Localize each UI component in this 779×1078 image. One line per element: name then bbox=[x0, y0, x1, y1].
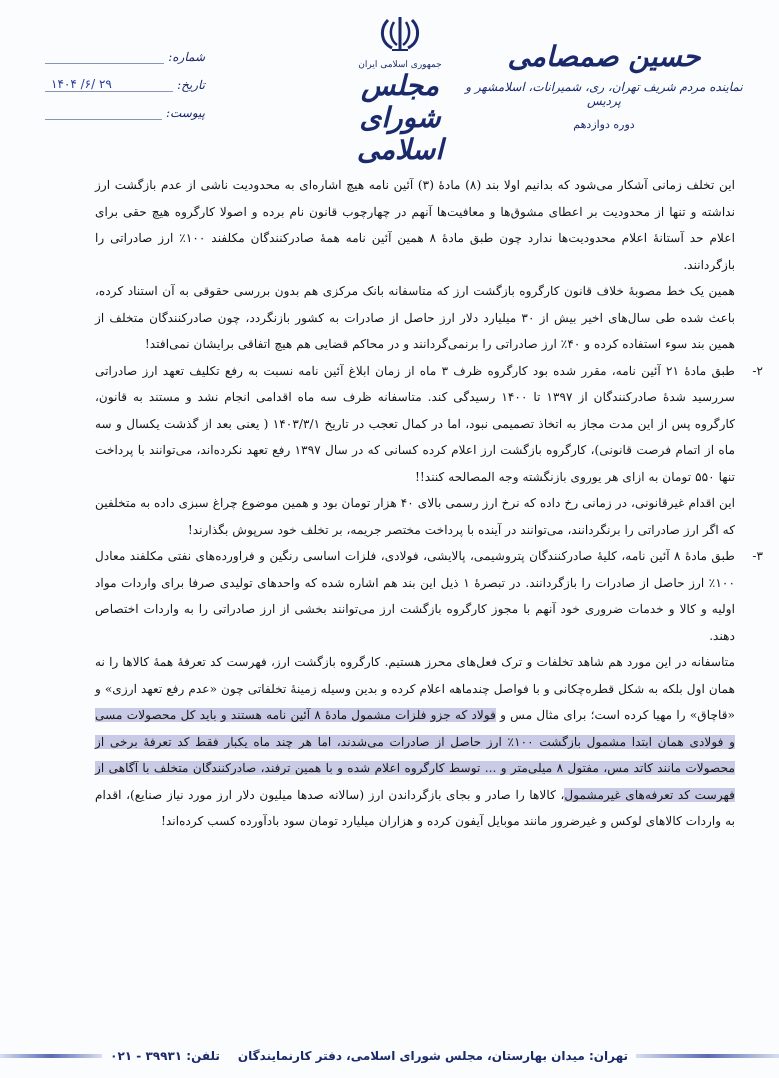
letter-footer bbox=[0, 1044, 779, 1068]
numbered-paragraph-3 bbox=[95, 543, 763, 649]
paragraph-3: طبق مادهٔ ۲۱ آئین نامه، مقرر شده بود کارگروه ظرف ۳ ماه از زمان ابلاغ آئین نامه نسبت به رفع تکلیف تعهد ارز صادراتی سررسید شدهٔ صادرکنندگان از ۱۳۹۷ تا ۱۴۰۰ رسیدگی کند. متاسفانه ظرف سه ماه اقدامی انجام نشد و مستند به قانون، کارگروه پس از این مدت مجاز به اتخاذ تصمیمی نبود، اما در کمال تعجب در تاریخ ۱۴۰۳/۳/۱ ( یعنی بعد از گذشت یکسال و سه ماه از اتمام فرصت قانونی)، کارگروه بازگشت ارز اعلام کرده کسانی که در سال ۱۳۹۷ رفع تعهد نکرده‌اند، می‌توانند با پرداخت تنها ۵۵۰ تومان به ازای هر یوروی بازنگشته وجه المصالحه کنند!! bbox=[95, 363, 735, 484]
representative-name: حسین صمصامی bbox=[507, 40, 701, 73]
letter-number-label: شماره: bbox=[168, 50, 205, 64]
iran-emblem-icon bbox=[378, 14, 422, 54]
footer-phone: تلفن: ۳۹۹۳۱ - ۰۲۱ bbox=[110, 1049, 220, 1063]
paragraph-6 bbox=[95, 649, 735, 835]
letter-number-row bbox=[45, 38, 205, 64]
letter-attachment-label: پیوست: bbox=[165, 106, 205, 120]
paragraph-5: طبق مادهٔ ۸ آئین نامه، کلیهٔ صادرکنندگان پتروشیمی، پالایشی، فولادی، فلزات اساسی رنگین و فراورده‌های نفتی مکلفند معادل ۱۰۰٪ ارز حاصل از صادرات را بازگردانند. در تبصرهٔ ۱ ذیل این بند هم اشاره شده که واحدهای تولیدی صرفا برای واردات مواد اولیه و کالا و خدمات ضروری خود آنهم با مجوز کارگروه بازگشت ارز می‌توانند بخشی از ارز صادراتی را به واردات اختصاص دهند. bbox=[95, 549, 735, 643]
representative-title: نماینده مردم شریف تهران، ری، شمیرانات، اسلامشهر و پردیس bbox=[465, 80, 743, 108]
paragraph-4: این اقدام غیرقانونی، در زمانی رخ داده که نرخ ارز رسمی بالای ۴۰ هزار تومان بود و همین موضوع چراغ سبزی داده به متخلفین که اگر ارز صادراتی را برنگردانند، می‌توانند در آینده با پرداخت مختصر جریمه، بر تخلف خود سرپوش بگذارند! bbox=[95, 496, 735, 537]
numbered-paragraph-2 bbox=[95, 358, 763, 491]
letter-attachment-value bbox=[45, 105, 162, 120]
footer-divider-right bbox=[636, 1054, 779, 1058]
paragraph-number: ۲- bbox=[752, 363, 763, 378]
letter-meta bbox=[45, 38, 205, 122]
logo-subtitle: جمهوری اسلامی ایران bbox=[358, 60, 442, 70]
letter-attachment-row bbox=[45, 94, 205, 120]
letter-date-label: تاریخ: bbox=[177, 78, 205, 92]
letter-number-value bbox=[45, 49, 164, 64]
letterhead bbox=[0, 0, 779, 166]
letter-date-value: ۱۴۰۴ /۶/ ۲۹ bbox=[45, 77, 173, 92]
footer-address: تهران: میدان بهارستان، مجلس شورای اسلامی، دفتر کارنمایندگان bbox=[237, 1049, 629, 1063]
paragraph-6-end: ، کالاها را صادر و بجای بازگرداندن ارز (سالانه صدها میلیون دلار ارز مورد نیاز صنایع)، اقدام به واردات کالاهای لوکس و غیرضرور مانند موبایل آیفون کرده و هزاران میلیارد تومان سود بادآورده کسب کرده‌اند! bbox=[95, 787, 735, 828]
logo-title: مجلس شورای اسلامی bbox=[356, 69, 444, 166]
representative-block bbox=[459, 40, 749, 131]
paragraph-1: این تخلف زمانی آشکار می‌شود که بدانیم اولا بند (۸) مادهٔ (۳) آئین نامه هیچ اشاره‌ای به محدودیت ناشی از عدم بازگشت ارز نداشته و تنها از محدودیت بر اعطای مشوق‌ها و معافیت‌ها آنهم در چهارچوب قانون نام برده و اصولا کارگروه هیچ حقی برای اعلام حد آستانهٔ اعلام محدودیت‌ها ندارد چون طبق مادهٔ ۸ همین آئین نامه همهٔ صادرکنندگان مکلفند ۱۰۰٪ ارز صادراتی را بازگردانند. bbox=[95, 178, 735, 272]
letter-body bbox=[95, 172, 763, 835]
parliament-logo bbox=[325, 14, 475, 166]
paragraph-6-start: متاسفانه در این مورد هم شاهد تخلفات و ترک فعل‌های محرز هستیم. کارگروه بازگشت ارز، فهرست کد تعرفهٔ همهٔ کالاها را نه همان اول بلکه به شکل قطره‌چکانی و با فواصل چندماهه اعلام کرده و بدین وسیله زمینهٔ تخلفاتی چون «عدم رفع تعهد ارزی» و «قاچاق» را مهیا کرده است؛ برای مثال مس و bbox=[95, 655, 735, 722]
paragraph-2: همین یک خط مصوبهٔ خلاف قانون کارگروه بازگشت ارز که متاسفانه بانک مرکزی هم بدون بررسی حقوقی به آن استناد کرده، باعث شده طی سال‌های اخیر بیش از ۳۰ میلیارد دلار ارز حاصل از صادرات به کشور بازنگردد، چون صادرکنندگان متخلف از همین بند سوء استفاده کرده و ۴۰٪ ارز صادراتی را برنمی‌گردانند و در محاکم قضایی هم هیچ اتفاقی برایشان نمی‌افتد! bbox=[95, 284, 735, 351]
footer-divider-left bbox=[0, 1054, 102, 1058]
parliament-term: دوره دوازدهم bbox=[573, 118, 635, 131]
letter-date-row bbox=[45, 66, 205, 92]
highlighted-text: فولاد که جزو فلزات مشمول مادهٔ ۸ آئین نامه هستند و باید کل محصولات مسی و فولادی همان ابتدا مشمول بازگشت ۱۰۰٪ ارز حاصل از صادرات می‌شدند، اما هر چند ماه یکبار فقط کد تعرفهٔ برخی از محصولات مانند کاتد مس، مفتول ۸ میلی‌متر و ... توسط کارگروه اعلام شده و با همین ترفند، صادرکنندگان متخلف با آگاهی از فهرست کد تعرفه‌های غیرمشمول bbox=[95, 708, 736, 802]
paragraph-number: ۳- bbox=[752, 549, 763, 563]
